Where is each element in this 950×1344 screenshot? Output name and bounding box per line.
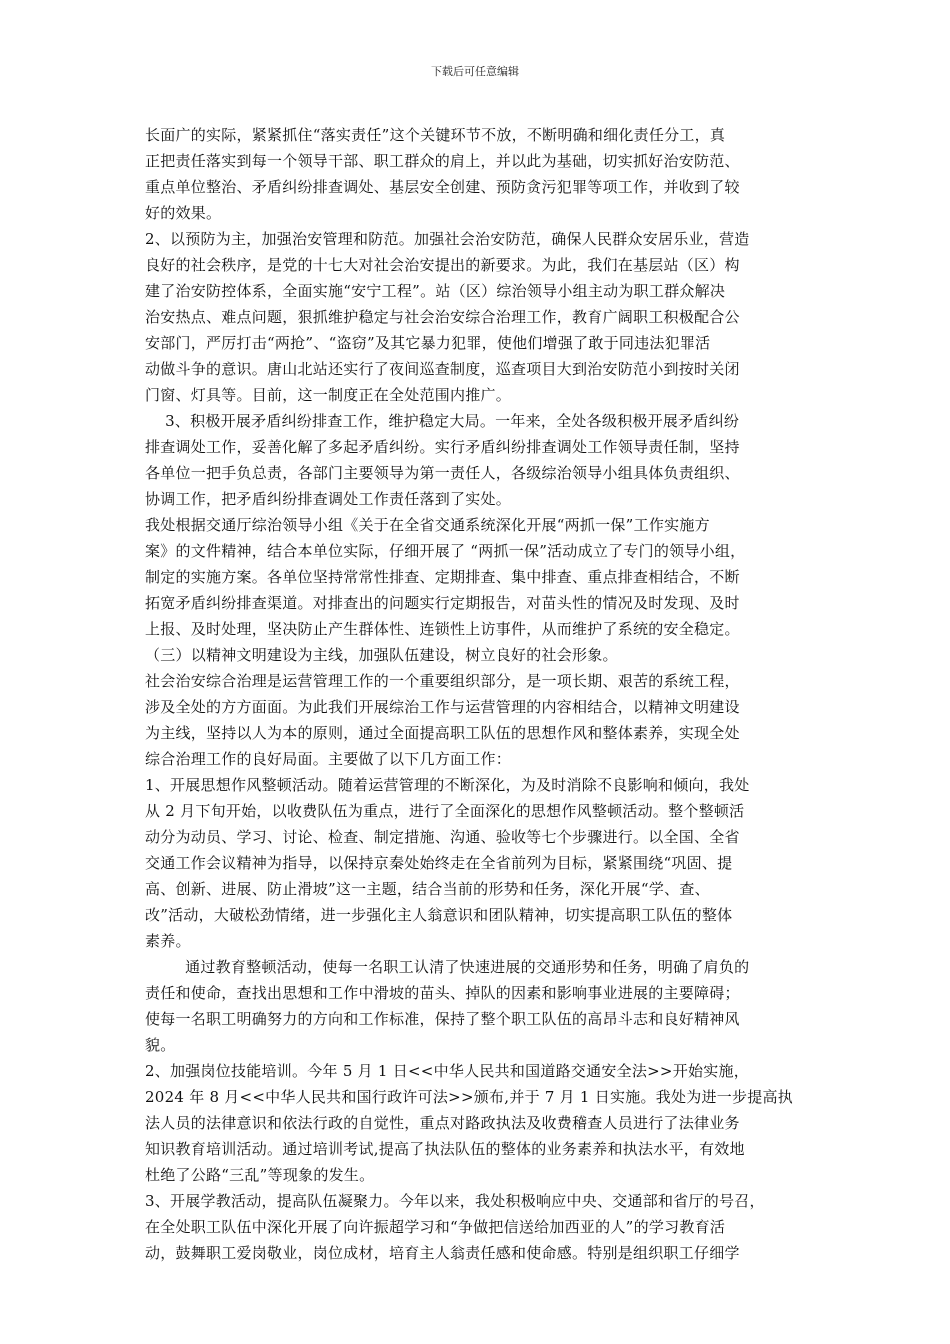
text-line: 法人员的法律意识和依法行政的自觉性，重点对路政执法及收费稽查人员进行了法律业务 <box>145 1114 740 1132</box>
text-line: 重点单位整治、矛盾纠纷排查调处、基层安全创建、预防贪污犯罪等项工作，并收到了较 <box>145 178 740 196</box>
text-line: 长面广的实际，紧紧抓住“落实责任”这个关键环节不放，不断明确和细化责任分工，真 <box>145 126 726 144</box>
text-line: （三）以精神文明建设为主线，加强队伍建设，树立良好的社会形象。 <box>145 646 618 664</box>
text-line: 交通工作会议精神为指导，以保持京秦处始终走在全省前列为目标，紧紧围绕“巩固、提 <box>145 854 733 872</box>
text-line: 上报、及时处理，坚决防止产生群体性、连锁性上访事件，从而维护了系统的安全稳定。 <box>145 620 740 638</box>
text-line: 2、加强岗位技能培训。今年 5 月 1 日<<中华人民共和国道路交通安全法>>开始实施， <box>145 1062 749 1080</box>
text-line: 协调工作，把矛盾纠纷排查调处工作责任落到了实处。 <box>145 490 512 508</box>
text-line: 拓宽矛盾纠纷排查渠道。对排查出的问题实行定期报告，对苗头性的情况及时发现、及时 <box>145 594 740 612</box>
text-line: 涉及全处的方方面面。为此我们开展综治工作与运营管理的内容相结合，以精神文明建设 <box>145 698 740 716</box>
text-line: 责任和使命，查找出思想和工作中滑坡的苗头、掉队的因素和影响事业进展的主要障碍； <box>145 984 740 1002</box>
text-line: 杜绝了公路“三乱”等现象的发生。 <box>145 1166 375 1184</box>
text-line: 在全处职工队伍中深化开展了向许振超学习和“争做把信送给加西亚的人”的学习教育活 <box>145 1218 726 1236</box>
text-line: 门窗、灯具等。目前，这一制度正在全处范围内推广。 <box>145 386 512 404</box>
text-line: 通过教育整顿活动，使每一名职工认清了快速进展的交通形势和任务，明确了肩负的 <box>145 958 750 976</box>
text-line: 案》的文件精神，结合本单位实际，仔细开展了 “两抓一保”活动成立了专门的领导小组， <box>145 542 746 560</box>
text-line: 排查调处工作，妥善化解了多起矛盾纠纷。实行矛盾纠纷排查调处工作领导责任制，坚持 <box>145 438 740 456</box>
text-line: 使每一名职工明确努力的方向和工作标准，保持了整个职工队伍的高昂斗志和良好精神风 <box>145 1010 740 1028</box>
text-line: 建了治安防控体系，全面实施“安宁工程”。站（区）综治领导小组主动为职工群众解决 <box>145 282 726 300</box>
text-line: 素养。 <box>145 932 191 950</box>
text-line: 好的效果。 <box>145 204 222 222</box>
text-line: 3、开展学教活动，提高队伍凝聚力。今年以来，我处积极响应中央、交通部和省厅的号召， <box>145 1192 765 1210</box>
text-line: 1、开展思想作风整顿活动。随着运营管理的不断深化，为及时消除不良影响和倾向，我处 <box>145 776 750 794</box>
text-line: 各单位一把手负总责，各部门主要领导为第一责任人，各级综治领导小组具体负责组织、 <box>145 464 740 482</box>
text-line: 动分为动员、学习、讨论、检查、制定措施、沟通、验收等七个步骤进行。以全国、全省 <box>145 828 740 846</box>
text-line: 制定的实施方案。各单位坚持常常性排查、定期排查、集中排查、重点排查相结合，不断 <box>145 568 740 586</box>
text-line: 治安热点、难点问题，狠抓维护稳定与社会治安综合治理工作，教育广阔职工积极配合公 <box>145 308 740 326</box>
text-line: 3、积极开展矛盾纠纷排查工作，维护稳定大局。一年来，全处各级积极开展矛盾纠纷 <box>145 412 740 430</box>
text-line: 从 2 月下旬开始，以收费队伍为重点，进行了全面深化的思想作风整顿活动。整个整顿活 <box>145 802 745 820</box>
text-line: 动，鼓舞职工爱岗敬业，岗位成材，培育主人翁责任感和使命感。特别是组织职工仔细学 <box>145 1244 740 1262</box>
text-line: 2、以预防为主，加强治安管理和防范。加强社会治安防范，确保人民群众安居乐业，营造 <box>145 230 750 248</box>
page-header: 下载后可任意编辑 <box>431 65 519 78</box>
text-line: 我处根据交通厅综治领导小组《关于在全省交通系统深化开展“两抓一保”工作实施方 <box>145 516 710 534</box>
text-line: 正把责任落实到每一个领导干部、职工群众的肩上，并以此为基础，切实抓好治安防范、 <box>145 152 740 170</box>
text-line: 为主线，坚持以人为本的原则，通过全面提高职工队伍的思想作风和整体素养，实现全处 <box>145 724 740 742</box>
text-line: 貌。 <box>145 1036 176 1054</box>
text-line: 知识教育培训活动。通过培训考试,提高了执法队伍的整体的业务素养和执法水平，有效地 <box>145 1140 745 1158</box>
document-body <box>145 122 810 1266</box>
text-line: 安部门，严厉打击“两抢”、“盗窃”及其它暴力犯罪，使他们增强了敢于同违法犯罪活 <box>145 334 711 352</box>
text-line: 改”活动，大破松劲情绪，进一步强化主人翁意识和团队精神，切实提高职工队伍的整体 <box>145 906 733 924</box>
text-line: 2024 年 8 月<<中华人民共和国行政许可法>>颁布,并于 7 月 1 日实施。我处为进一步提高执 <box>145 1088 793 1106</box>
text-line: 高、创新、进展、防止滑坡”这一主题，结合当前的形势和任务，深化开展“学、查、 <box>145 880 710 898</box>
text-line: 社会治安综合治理是运营管理工作的一个重要组织部分，是一项长期、艰苦的系统工程， <box>145 672 740 690</box>
text-line: 良好的社会秩序，是党的十七大对社会治安提出的新要求。为此，我们在基层站（区）构 <box>145 256 740 274</box>
text-line: 动做斗争的意识。唐山北站还实行了夜间巡查制度，巡查项目大到治安防范小到按时关闭 <box>145 360 740 378</box>
text-line: 综合治理工作的良好局面。主要做了以下几方面工作： <box>145 750 512 768</box>
